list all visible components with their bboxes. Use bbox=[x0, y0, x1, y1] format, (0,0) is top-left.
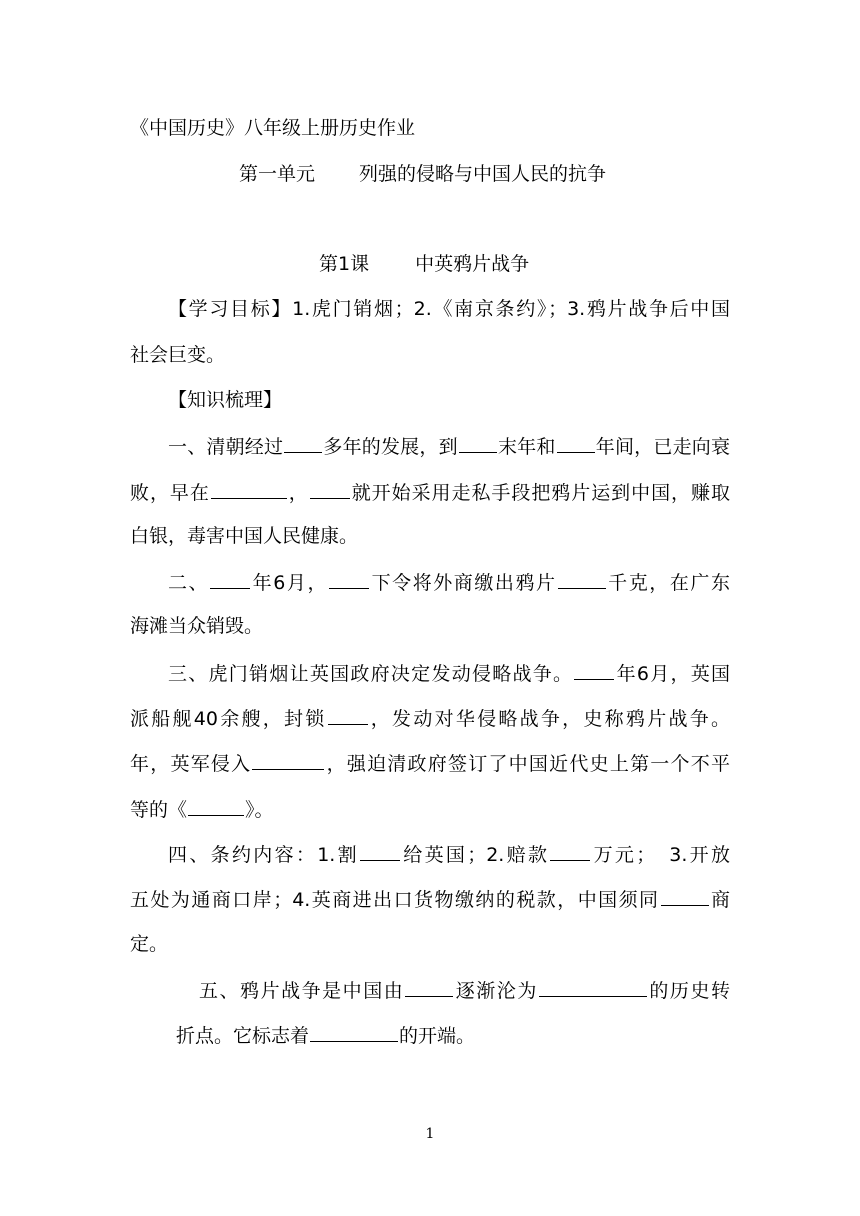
blank[interactable] bbox=[210, 569, 250, 589]
lesson-title: 中英鸦片战争 bbox=[415, 253, 530, 275]
q5-text: 逐渐沦为 bbox=[454, 980, 538, 1002]
blank[interactable] bbox=[329, 569, 369, 589]
q1-text: 败，早在 bbox=[130, 482, 210, 504]
q5-text: 的历史转 bbox=[647, 980, 730, 1002]
q5-text: 五、鸦片战争是中国由 bbox=[199, 980, 405, 1002]
unit-title: 列强的侵略与中国人民的抗争 bbox=[359, 163, 607, 185]
blank[interactable] bbox=[284, 433, 322, 453]
q4-text: 商 bbox=[709, 889, 730, 911]
lesson-label: 第1课 bbox=[319, 253, 370, 275]
blank[interactable] bbox=[405, 977, 453, 997]
page-number: 1 bbox=[425, 1126, 435, 1142]
q5-text: 的开端。 bbox=[399, 1025, 476, 1047]
objectives-line-2: 社会巨变。 bbox=[130, 344, 226, 366]
unit-label: 第一单元 bbox=[239, 163, 316, 185]
q4-line-3: 定。 bbox=[130, 933, 169, 955]
q4-text: 四、条约内容：1.割 bbox=[168, 844, 359, 866]
q2-line-1 bbox=[168, 569, 730, 595]
q1-line-2 bbox=[130, 479, 730, 505]
blank[interactable] bbox=[211, 479, 287, 499]
q4-text: 给英国；2.赔款 bbox=[400, 844, 550, 866]
q3-text: 年，英军侵入 bbox=[130, 753, 252, 775]
q2-text: 二、 bbox=[168, 572, 210, 594]
q2-line-2: 海滩当众销毁。 bbox=[130, 615, 264, 637]
q2-text: 年6月， bbox=[251, 572, 329, 594]
q2-text: 千克，在广东 bbox=[606, 572, 730, 594]
blank[interactable] bbox=[539, 977, 647, 997]
q3-text: 年6月，英国 bbox=[615, 663, 730, 685]
q3-text: 三、虎门销烟让英国政府决定发动侵略战争。 bbox=[168, 663, 574, 685]
blank[interactable] bbox=[459, 433, 497, 453]
review-heading: 【知识梳理】 bbox=[168, 389, 283, 411]
q5-line-1 bbox=[199, 977, 730, 1003]
q4-line-1 bbox=[168, 841, 730, 867]
q4-line-2 bbox=[130, 886, 730, 912]
q5-text: 折点。它标志着 bbox=[176, 1025, 310, 1047]
q3-line-3 bbox=[130, 750, 730, 776]
blank[interactable] bbox=[310, 1022, 398, 1042]
blank[interactable] bbox=[574, 660, 614, 680]
q3-text: 等的《 bbox=[130, 799, 188, 821]
q1-text: ， bbox=[287, 482, 309, 504]
objectives-line-1: 【学习目标】1.虎门销烟；2.《南京条约》；3.鸦片战争后中国 bbox=[168, 298, 730, 320]
q1-line-1 bbox=[168, 433, 730, 459]
document-title: 《中国历史》八年级上册历史作业 bbox=[130, 117, 416, 139]
q1-line-3: 白银，毒害中国人民健康。 bbox=[130, 525, 359, 547]
blank[interactable] bbox=[252, 750, 324, 770]
q5-line-2 bbox=[176, 1022, 475, 1048]
q4-text: 3.开放 bbox=[669, 844, 730, 866]
q1-text: 年间，已走向衰 bbox=[595, 436, 730, 458]
q3-text: 》。 bbox=[245, 799, 274, 821]
q3-text: ，强迫清政府签订了中国近代史上第一个不平 bbox=[325, 753, 730, 775]
q1-text: 末年和 bbox=[497, 436, 556, 458]
lesson-heading bbox=[319, 252, 529, 276]
q3-line-4 bbox=[130, 796, 274, 822]
blank[interactable] bbox=[360, 841, 400, 861]
q4-text: 万元； bbox=[591, 844, 656, 866]
blank[interactable] bbox=[550, 841, 590, 861]
blank[interactable] bbox=[188, 796, 244, 816]
q3-line-2 bbox=[130, 705, 730, 731]
q2-text: 下令将外商缴出鸦片 bbox=[370, 572, 557, 594]
q3-text: 派船舰40余艘，封锁 bbox=[130, 708, 327, 730]
q1-text: 一、清朝经过 bbox=[168, 436, 284, 458]
q3-line-1 bbox=[168, 660, 730, 686]
q4-text: 五处为通商口岸；4.英商进出口货物缴纳的税款，中国须同 bbox=[130, 889, 660, 911]
q1-text: 就开始采用走私手段把鸦片运到中国，赚取 bbox=[350, 482, 730, 504]
unit-heading bbox=[239, 162, 606, 186]
blank[interactable] bbox=[328, 705, 368, 725]
q3-text: ，发动对华侵略战争，史称鸦片战争。 bbox=[368, 708, 730, 730]
blank[interactable] bbox=[661, 886, 709, 906]
blank[interactable] bbox=[557, 433, 595, 453]
q1-text: 多年的发展，到 bbox=[323, 436, 458, 458]
blank[interactable] bbox=[558, 569, 606, 589]
blank[interactable] bbox=[310, 479, 350, 499]
